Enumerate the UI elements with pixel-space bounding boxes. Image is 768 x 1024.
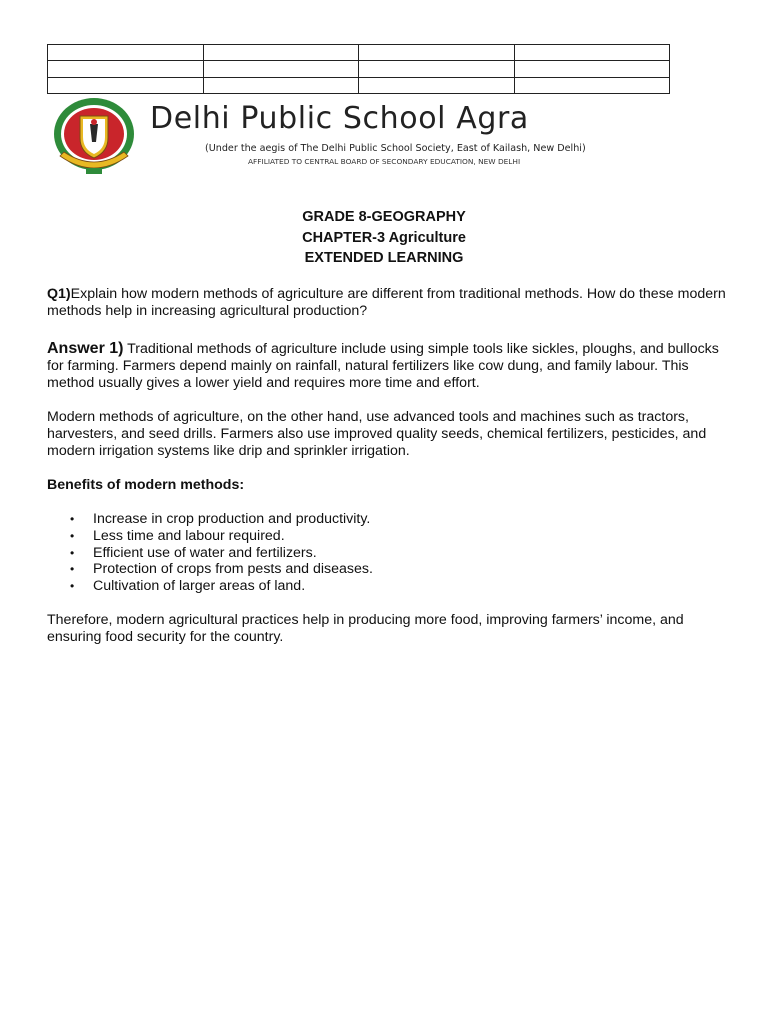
- answer-label: Answer 1): [47, 340, 124, 357]
- table-cell: [203, 77, 359, 93]
- table-row: [48, 77, 670, 93]
- modern-methods-paragraph: Modern methods of agriculture, on the other hand, use advanced tools and machines such as tractors, harvesters, and seed drills. Farmers also use improved quality seeds, chemical fertilizers, pesticides, and modern irrigation systems like drip and sprinkler irrigation.: [47, 409, 707, 459]
- affiliation-line: AFFILIATED TO CENTRAL BOARD OF SECONDARY EDUCATION, NEW DELHI: [248, 157, 521, 166]
- table-cell: [359, 45, 515, 61]
- table-row: [48, 61, 670, 77]
- benefits-heading: Benefits of modern methods:: [47, 477, 245, 493]
- list-item: • Increase in crop production and productivity.: [93, 511, 727, 528]
- school-name: Delhi Public School Agra: [150, 101, 529, 136]
- letterhead: [48, 96, 708, 178]
- table-cell: [48, 77, 204, 93]
- answer-paragraph: [47, 340, 727, 392]
- question: [47, 286, 727, 320]
- grade-title: GRADE 8-GEOGRAPHY: [302, 209, 466, 225]
- question-label: Q1): [47, 286, 71, 302]
- table-cell: [514, 77, 670, 93]
- section-title: EXTENDED LEARNING: [304, 250, 464, 266]
- conclusion-paragraph: Therefore, modern agricultural practices help in producing more food, improving farmers’ income, and ensuring food security for the country.: [47, 611, 684, 645]
- table-cell: [203, 45, 359, 61]
- table-cell: [359, 77, 515, 93]
- list-item: • Cultivation of larger areas of land.: [93, 578, 727, 595]
- table-cell: [359, 61, 515, 77]
- table-cell: [514, 45, 670, 61]
- aegis-line: (Under the aegis of The Delhi Public School Society, East of Kailash, New Delhi): [205, 143, 586, 154]
- content: [47, 286, 727, 646]
- title-block: [0, 207, 768, 269]
- list-item: • Protection of crops from pests and diseases.: [93, 561, 727, 578]
- table-cell: [48, 61, 204, 77]
- chapter-title: CHAPTER-3 Agriculture: [302, 229, 466, 246]
- question-text: Explain how modern methods of agriculture are different from traditional methods. How do these modern methods help in increasing agricultural production?: [47, 286, 726, 319]
- table-cell: [514, 61, 670, 77]
- header-table: [47, 44, 670, 94]
- table-cell: [48, 45, 204, 61]
- answer-text: Traditional methods of agriculture include using simple tools like sickles, ploughs, and bullocks for farming. Farmers depend mainly on rainfall, natural fertilizers like cow dung, and family labour. This method usually gives a lower yield and requires more time and effort.: [47, 341, 719, 391]
- benefits-list: [47, 511, 727, 595]
- school-crest-icon: [50, 96, 138, 176]
- list-item: • Efficient use of water and fertilizers.: [93, 545, 727, 562]
- table-row: [48, 45, 670, 61]
- table-cell: [203, 61, 359, 77]
- list-item: • Less time and labour required.: [93, 528, 727, 545]
